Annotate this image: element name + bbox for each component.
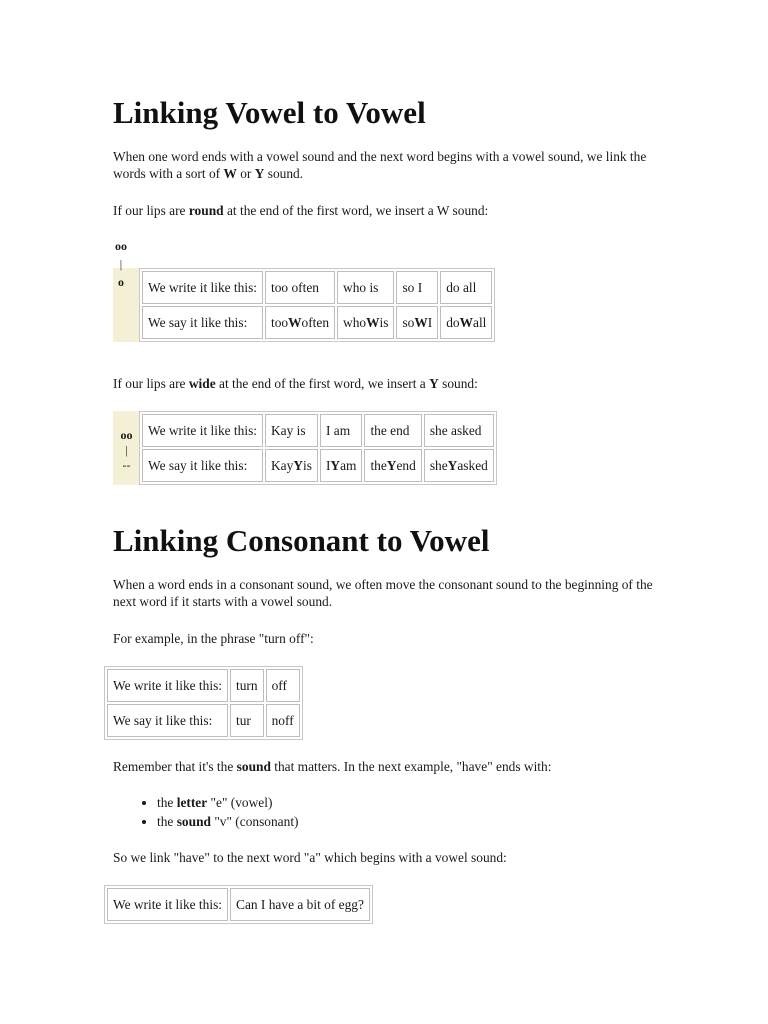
round-symbol-bottom: o xyxy=(118,275,124,289)
say-part: all xyxy=(473,314,487,330)
say-link: W xyxy=(288,314,302,330)
consonant-intro: When a word ends in a consonant sound, we often move the consonant sound to the beginning of the next word if it starts with a vowel sound. xyxy=(113,577,653,609)
say-part: end xyxy=(396,457,416,473)
wide-symbol-top: oo xyxy=(120,428,133,442)
say-link: W xyxy=(366,314,380,330)
bullet-pre: the xyxy=(157,795,177,810)
bullet-bold: sound xyxy=(176,814,211,829)
wide-y: Y xyxy=(429,376,439,391)
remember-bold: sound xyxy=(236,759,271,774)
write-cell: so I xyxy=(396,271,438,304)
bullet-pre: the xyxy=(157,814,177,829)
round-lips-symbol xyxy=(113,237,129,291)
turn-off-table xyxy=(104,666,303,740)
so-paragraph: So we link "have" to the next word "a" which begins with a vowel sound: xyxy=(113,850,507,865)
table-row xyxy=(107,888,370,921)
write-cell: Kay is xyxy=(265,414,318,447)
wide-prefix: If our lips are xyxy=(113,376,189,391)
say-cell: noff xyxy=(266,704,300,737)
round-suffix: at the end of the first word, we insert a W sound: xyxy=(223,203,489,218)
say-cell xyxy=(265,449,318,482)
intro-text: When one word ends with a vowel sound and the next word begins with a vowel sound, we link the words with a sort of xyxy=(113,149,647,181)
say-cell xyxy=(364,449,421,482)
say-part: Kay xyxy=(271,457,294,473)
say-part: is xyxy=(303,457,312,473)
say-cell xyxy=(424,449,494,482)
wide-symbol-bottom: -- xyxy=(122,458,131,472)
say-cell xyxy=(320,449,363,482)
write-cell: Can I have a bit of egg? xyxy=(230,888,370,921)
round-symbol-mid: | xyxy=(119,257,123,271)
round-table xyxy=(139,268,495,342)
write-cell: the end xyxy=(364,414,421,447)
list-item xyxy=(157,793,299,812)
say-part: is xyxy=(379,314,389,330)
say-part: I xyxy=(427,314,433,330)
list-item xyxy=(157,812,299,831)
write-cell: off xyxy=(266,669,300,702)
write-cell: she asked xyxy=(424,414,494,447)
say-link: W xyxy=(414,314,428,330)
say-part: asked xyxy=(457,457,488,473)
write-label: We write it like this: xyxy=(107,669,228,702)
round-symbol-top: oo xyxy=(115,239,127,253)
say-part: I xyxy=(325,457,331,473)
have-bullet-list xyxy=(113,793,299,831)
write-cell: I am xyxy=(320,414,363,447)
intro-paragraph xyxy=(113,148,653,182)
say-part: so xyxy=(402,314,415,330)
bullet-post: "v" (consonant) xyxy=(210,814,299,829)
wide-paragraph xyxy=(113,375,673,392)
say-link: Y xyxy=(447,457,458,473)
write-cell: do all xyxy=(440,271,492,304)
write-cell: too often xyxy=(265,271,335,304)
write-label: We write it like this: xyxy=(142,414,263,447)
say-cell xyxy=(265,306,335,339)
say-label: We say it like this: xyxy=(142,449,263,482)
wide-suffix1: at the end of the first word, we insert a xyxy=(215,376,430,391)
wide-suffix2: sound: xyxy=(438,376,478,391)
write-label: We write it like this: xyxy=(107,888,228,921)
remember-prefix: Remember that it's the xyxy=(113,759,237,774)
say-cell xyxy=(440,306,492,339)
remember-suffix: that matters. In the next example, "have" ends with: xyxy=(270,759,552,774)
section-title-consonant-to-vowel: Linking Consonant to Vowel xyxy=(113,523,490,558)
say-link: W xyxy=(459,314,473,330)
table-row xyxy=(107,704,300,737)
say-link: Y xyxy=(293,457,303,473)
say-part: who xyxy=(343,314,367,330)
remember-paragraph xyxy=(113,758,673,775)
write-cell: who is xyxy=(337,271,394,304)
wide-table xyxy=(139,411,497,485)
say-label: We say it like this: xyxy=(142,306,263,339)
say-part: the xyxy=(370,457,387,473)
table-row xyxy=(142,414,494,447)
say-part: do xyxy=(446,314,460,330)
intro-or: or xyxy=(236,166,255,181)
say-part: often xyxy=(301,314,330,330)
say-cell xyxy=(337,306,394,339)
say-cell: tur xyxy=(230,704,264,737)
write-label: We write it like this: xyxy=(142,271,263,304)
bullet-bold: letter xyxy=(176,795,208,810)
table-row xyxy=(142,306,492,339)
say-part: she xyxy=(429,457,448,473)
table-row xyxy=(107,669,300,702)
say-part: too xyxy=(271,314,289,330)
say-part: am xyxy=(340,457,357,473)
say-cell xyxy=(396,306,438,339)
say-link: Y xyxy=(330,457,341,473)
round-bold: round xyxy=(188,203,224,218)
intro-suffix: sound. xyxy=(264,166,304,181)
table-row xyxy=(142,449,494,482)
intro-w: W xyxy=(223,166,237,181)
write-cell: turn xyxy=(230,669,264,702)
section-title-vowel-to-vowel: Linking Vowel to Vowel xyxy=(113,95,426,130)
egg-table xyxy=(104,885,373,924)
wide-bold: wide xyxy=(188,376,216,391)
round-paragraph xyxy=(113,202,673,219)
example-paragraph: For example, in the phrase "turn off": xyxy=(113,631,314,646)
table-row xyxy=(142,271,492,304)
say-link: Y xyxy=(386,457,397,473)
round-prefix: If our lips are xyxy=(113,203,189,218)
intro-y: Y xyxy=(254,166,265,181)
wide-lips-symbol xyxy=(113,428,140,473)
bullet-post: "e" (vowel) xyxy=(207,795,273,810)
wide-symbol-mid: | xyxy=(125,443,128,457)
say-label: We say it like this: xyxy=(107,704,228,737)
